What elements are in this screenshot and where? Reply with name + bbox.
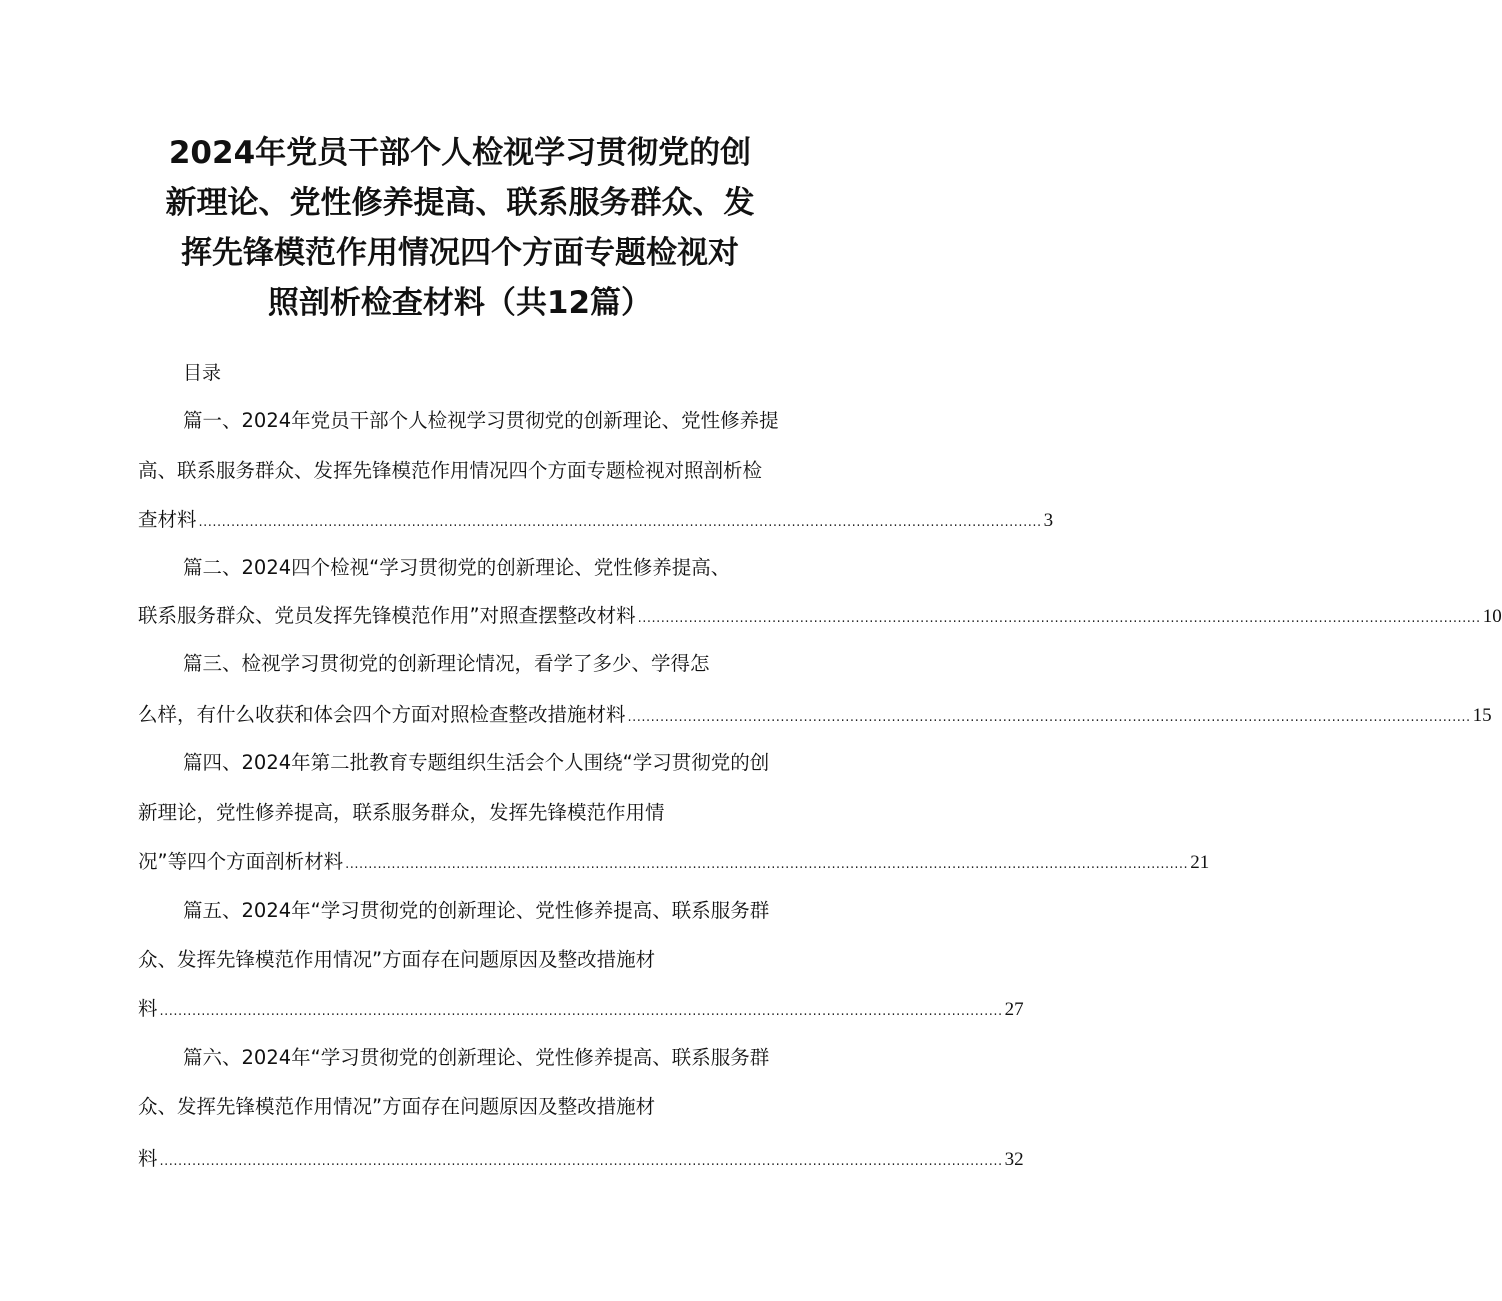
toc-entry-6-line-1: 篇六、2024年“学习贯彻党的创新理论、党性修养提高、联系服务群 (183, 1046, 770, 1069)
toc-entry-2-line-1: 篇二、2024四个检视“学习贯彻党的创新理论、党性修养提高、 (183, 556, 731, 579)
page-number: 27 (1004, 999, 1024, 1020)
toc-entry-2-last-line[interactable] (138, 601, 1502, 634)
toc-entry-6-line-2: 众、发挥先锋模范作用情况”方面存在问题原因及整改措施材 (138, 1095, 656, 1118)
toc-entry-3-line-1: 篇三、检视学习贯彻党的创新理论情况，看学了多少、学得怎 (183, 652, 710, 675)
toc-entry-4-line-2: 新理论，党性修养提高，联系服务群众，发挥先锋模范作用情 (138, 801, 665, 824)
toc-entry-label: 么样，有什么收获和体会四个方面对照检查整改措施材料 (138, 703, 626, 726)
dot-leader: ...................................................................................................................................................................................... (627, 710, 1471, 725)
toc-entry-4-last-line[interactable] (138, 847, 1210, 880)
dot-leader: ...................................................................................................................................................................................... (159, 1154, 1003, 1169)
page-number: 21 (1190, 852, 1210, 873)
dot-leader: ...................................................................................................................................................................................... (637, 611, 1481, 626)
toc-entry-1-line-2: 高、联系服务群众、发挥先锋模范作用情况四个方面专题检视对照剖析检 (138, 459, 763, 482)
document-title (120, 128, 800, 328)
toc-entry-label: 况”等四个方面剖析材料 (138, 850, 344, 873)
dot-leader: ...................................................................................................................................................................................... (345, 857, 1189, 872)
toc-entry-5-line-2: 众、发挥先锋模范作用情况”方面存在问题原因及整改措施材 (138, 948, 656, 971)
toc-entry-5-line-1: 篇五、2024年“学习贯彻党的创新理论、党性修养提高、联系服务群 (183, 899, 770, 922)
toc-entry-4-line-1: 篇四、2024年第二批教育专题组织生活会个人围绕“学习贯彻党的创 (183, 751, 770, 774)
toc-entry-1-line-1: 篇一、2024年党员干部个人检视学习贯彻党的创新理论、党性修养提 (183, 409, 779, 432)
page-number: 10 (1482, 606, 1502, 627)
page-number: 15 (1472, 705, 1492, 726)
toc-entry-5-last-line[interactable] (138, 994, 1024, 1027)
toc-entry-label: 料 (138, 997, 158, 1020)
title-line: 挥先锋模范作用情况四个方面专题检视对 (181, 235, 739, 271)
toc-entry-1-last-line[interactable] (138, 505, 1054, 538)
page-number: 32 (1004, 1149, 1024, 1170)
toc-heading: 目录 (183, 362, 222, 384)
title-line: 新理论、党性修养提高、联系服务群众、发 (165, 185, 755, 221)
title-line: 2024年党员干部个人检视学习贯彻党的创 (168, 135, 752, 171)
toc-entry-label: 联系服务群众、党员发挥先锋模范作用”对照查摆整改材料 (138, 604, 636, 627)
toc-entry-3-last-line[interactable] (138, 700, 1492, 733)
dot-leader: ...................................................................................................................................................................................... (159, 1004, 1003, 1019)
title-line: 照剖析检查材料（共12篇） (267, 285, 653, 321)
toc-entry-label: 料 (138, 1147, 158, 1170)
dot-leader: ...................................................................................................................................................................................... (198, 515, 1042, 530)
toc-entry-6-last-line[interactable] (138, 1144, 1024, 1177)
toc-entry-label: 查材料 (138, 508, 197, 531)
page-number: 3 (1043, 510, 1054, 531)
